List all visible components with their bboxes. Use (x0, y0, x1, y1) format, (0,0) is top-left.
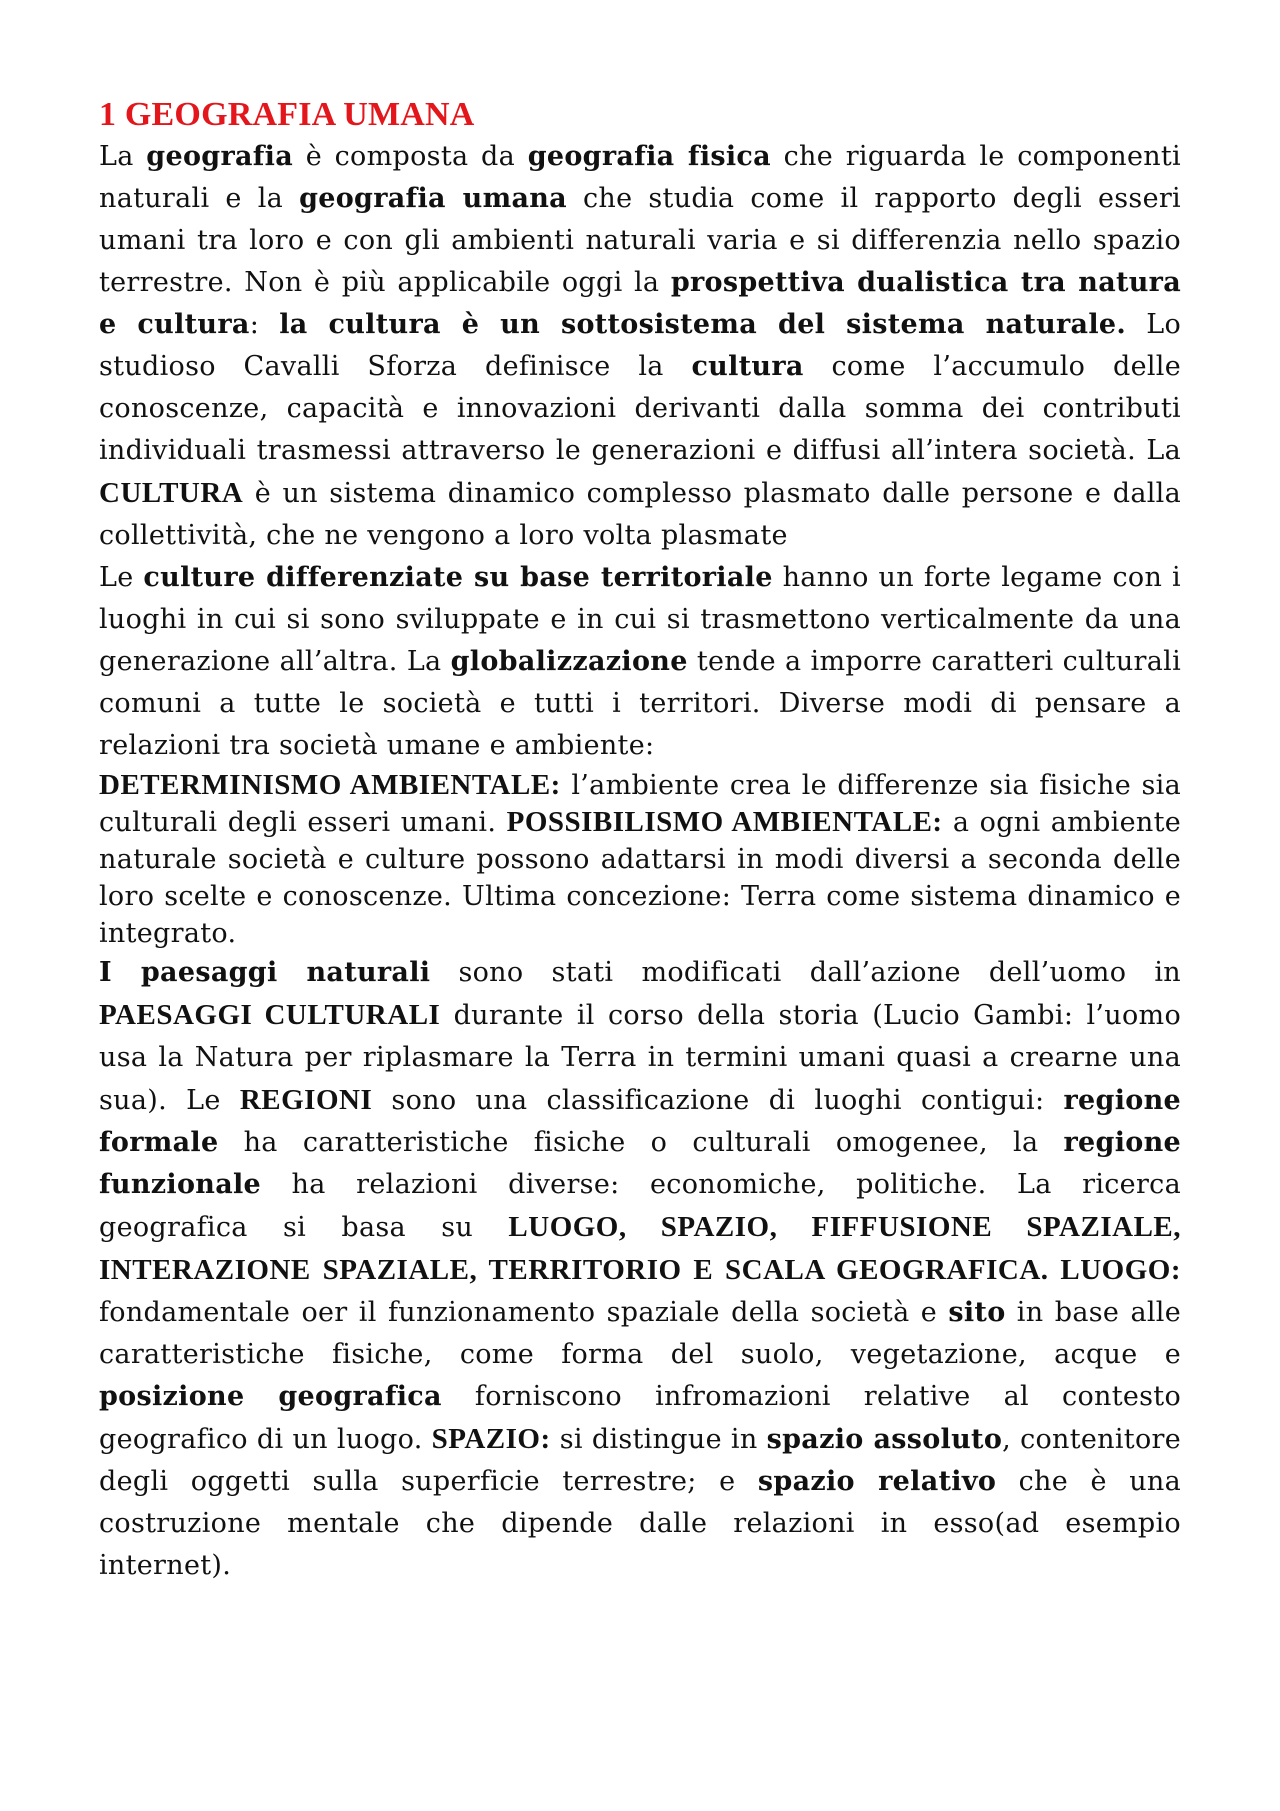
paragraph-paesaggi-regioni (99, 952, 1181, 1587)
text-run: si distingue in (550, 1424, 767, 1455)
text-run: forniscono infromazioni relative al contesto geografico di un luogo. (99, 1381, 1181, 1455)
paragraph-determinismo-possibilismo (99, 767, 1181, 952)
bold-text-run: I paesaggi naturali (99, 957, 431, 988)
bold-text-run: geografia (146, 141, 294, 172)
bold-text-run: posizione geografica (99, 1381, 442, 1412)
bold-text-run: PAESAGGI CULTURALI (99, 999, 441, 1031)
paragraph-culture-territoriali (99, 557, 1181, 767)
bold-text-run: geografia umana (299, 183, 567, 214)
text-run: è un sistema dinamico complesso plasmato dalle persone e dalla collettività, che ne vengono a loro volta plasmate (99, 478, 1181, 551)
text-run: La (99, 141, 147, 172)
text-run: in base alle caratteristiche fisiche, come forma del suolo, vegetazione, acque e (99, 1297, 1181, 1370)
text-run: sono una classificazione di luoghi contigui: (372, 1085, 1064, 1116)
page-title: 1 GEOGRAFIA UMANA (99, 96, 475, 133)
text-run: , contenitore degli oggetti sulla superficie terrestre; e (99, 1424, 1181, 1497)
bold-text-run: spazio relativo (757, 1466, 997, 1497)
text-run: che studia come il rapporto degli esseri umani tra loro e con gli ambienti naturali varia e si differenzia nello spazio terrestre. Non è più applicabile oggi la (99, 183, 1181, 298)
text-run: tende a imporre caratteri culturali comuni a tutte le società e tutti i territori. Diverse modi di pensare a relazioni tra società umane e ambiente: (99, 646, 1181, 761)
bold-text-run: culture differenziate su base territoriale (143, 562, 773, 593)
bold-text-run: SPAZIO: (431, 1423, 551, 1455)
paragraph-geografia (99, 136, 1181, 557)
bold-text-run: regione funzionale (99, 1127, 1181, 1200)
text-run: hanno un forte legame con i luoghi in cui si sono sviluppate e in cui si trasmettono verticalmente da una generazione all’altra. La (99, 562, 1181, 677)
text-run: che è una costruzione mentale che dipende dalle relazioni in esso(ad esempio internet). (99, 1466, 1182, 1581)
text-run: l’ambiente crea le differenze sia fisiche sia culturali degli esseri umani. (99, 770, 1181, 838)
bold-text-run: cultura (691, 351, 804, 382)
text-run: che riguarda le componenti naturali e la (99, 141, 1181, 214)
bold-text-run: prospettiva dualistica tra natura e cultura (99, 267, 1182, 340)
bold-text-run: globalizzazione (450, 646, 688, 677)
bold-text-run: geografia fisica (527, 141, 771, 172)
text-run: a ogni ambiente naturale società e culture possono adattarsi in modi diversi a seconda delle loro scelte e conoscenze. Ultima concezione: Terra come sistema dinamico e integrato. (99, 807, 1181, 949)
bold-text-run: la cultura è un sottosistema del sistema naturale. (279, 309, 1127, 340)
bold-text-run: regione formale (99, 1085, 1181, 1158)
bold-text-run: spazio assoluto (766, 1424, 1003, 1455)
text-run: : (249, 309, 280, 340)
text-run: è composta da (293, 141, 528, 172)
text-run: fondamentale oer il funzionamento spaziale della società e (99, 1297, 949, 1328)
text-run: come l’accumulo delle conoscenze, capacità e innovazioni derivanti dalla somma dei contributi individuali trasmessi attraverso le generazioni e diffusi all’intera società. La (99, 351, 1181, 466)
text-run: ha caratteristiche fisiche o culturali omogenee, la (218, 1127, 1064, 1158)
text-run: Le (99, 562, 144, 593)
bold-text-run: sito (948, 1297, 1006, 1328)
bold-text-run: REGIONI (239, 1084, 373, 1116)
bold-text-run: LUOGO, SPAZIO, FIFFUSIONE SPAZIALE, INTERAZIONE SPAZIALE, TERRITORIO E SCALA GEOGRAFICA. LUOGO: (99, 1211, 1182, 1286)
bold-text-run: DETERMINISMO AMBIENTALE: (99, 769, 561, 801)
text-run: Lo studioso Cavalli Sforza definisce la (99, 309, 1182, 382)
text-run: ha relazioni diverse: economiche, politiche. La ricerca geografica si basa su (99, 1169, 1181, 1243)
bold-text-run: CULTURA (99, 477, 244, 509)
bold-text-run: POSSIBILISMO AMBIENTALE: (506, 806, 943, 838)
text-run: sono stati modificati dall’azione dell’uomo in (430, 957, 1181, 988)
text-run: durante il corso della storia (Lucio Gambi: l’uomo usa la Natura per riplasmare la Terra in termini umani quasi a crearne una sua). Le (99, 1000, 1182, 1116)
